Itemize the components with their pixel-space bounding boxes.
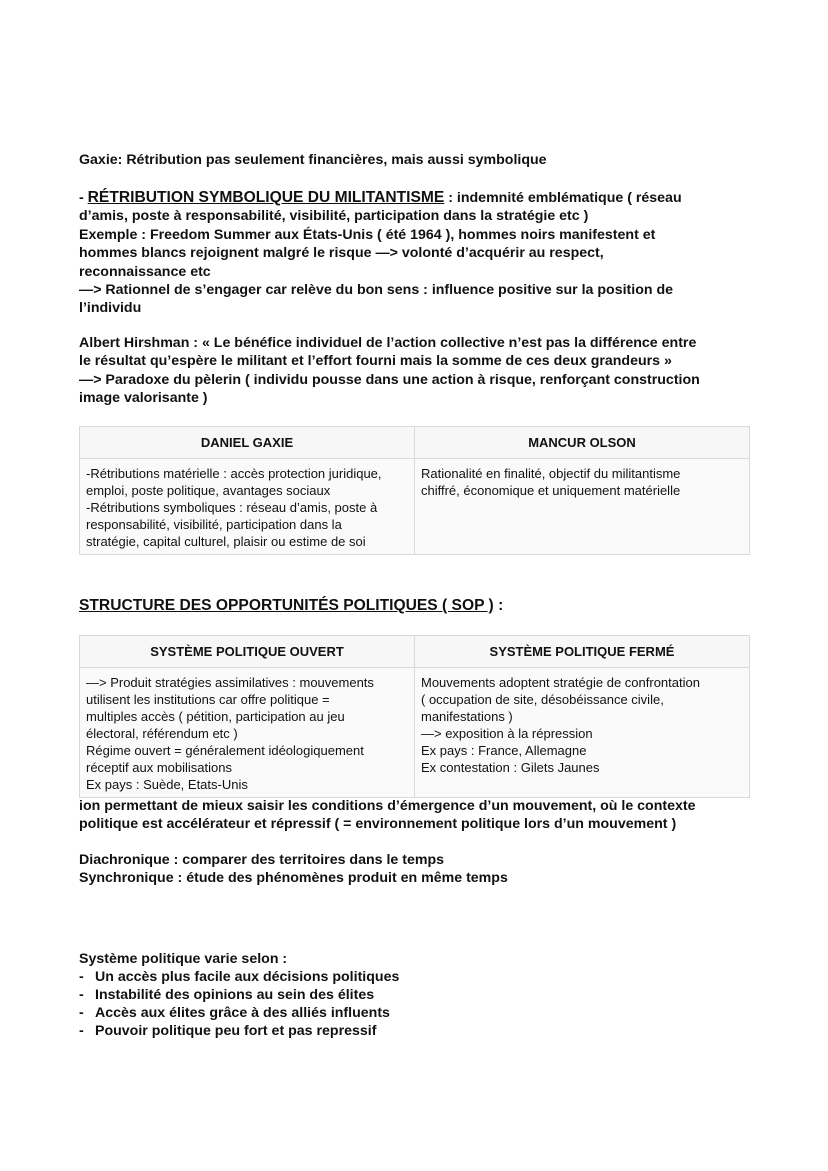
retribution-line-6: l’individu — [79, 300, 142, 317]
retribution-line-3: hommes blancs rejoignent malgré le risque —> volonté d’acquérir au respect, — [79, 245, 604, 262]
table2-header-ouvert: SYSTÈME POLITIQUE OUVERT — [80, 636, 415, 668]
table1-header-gaxie: DANIEL GAXIE — [80, 427, 415, 459]
definition-line-1: politique est accélérateur et répressif ( = environnement politique lors d’un mouvement ) — [79, 816, 677, 833]
retribution-heading: RÉTRIBUTION SYMBOLIQUE DU MILITANTISME — [87, 189, 445, 206]
sop-table — [79, 635, 750, 798]
table1-header-olson: MANCUR OLSON — [415, 427, 750, 459]
retribution-line-4: reconnaissance etc — [79, 263, 211, 280]
table1-cell-gaxie: -Rétributions matérielle : accès protection juridique, emploi, poste politique, avantages sociaux -Rétributions symboliques : réseau d’amis, poste à responsabilité, visibilité, participation dans la stratégie, capital culturel, plaisir ou estime de soi — [80, 459, 415, 555]
table1-cell-olson: Rationalité en finalité, objectif du militantisme chiffré, économique et uniquement matérielle — [415, 459, 750, 555]
definition-line-0: ion permettant de mieux saisir les conditions d’émergence d’un mouvement, où le contexte — [79, 798, 696, 814]
list-item: - Instabilité des opinions au sein des élites — [79, 986, 399, 1004]
retribution-line-2: Exemple : Freedom Summer aux États-Unis ( été 1964 ), hommes noirs manifestent et — [79, 226, 656, 243]
list-item: - Accès aux élites grâce à des alliés influents — [79, 1004, 399, 1022]
systeme-list — [79, 968, 399, 1040]
sop-title-text: STRUCTURE DES OPPORTUNITÉS POLITIQUES ( SOP ) — [79, 597, 494, 614]
retribution-line-1: d’amis, poste à responsabilité, visibilité, participation dans la stratégie etc ) — [79, 208, 589, 225]
table2-header-ferme: SYSTÈME POLITIQUE FERMÉ — [415, 636, 750, 668]
retribution-section — [79, 189, 750, 318]
hirshman-line-3: image valorisante ) — [79, 390, 208, 407]
intro-line: Gaxie: Rétribution pas seulement financières, mais aussi symbolique — [79, 152, 547, 168]
list-item: - Pouvoir politique peu fort et pas repressif — [79, 1022, 399, 1040]
hirshman-line-1: le résultat qu’espère le militant et l’effort fourni mais la somme de ces deux grandeurs » — [79, 353, 672, 370]
systeme-title: Système politique varie selon : — [79, 951, 288, 967]
diachronique-line: Diachronique : comparer des territoires dans le temps — [79, 852, 445, 868]
retribution-line-0: : indemnité emblématique ( réseau — [444, 190, 682, 206]
synchronique-line: Synchronique : étude des phénomènes produit en même temps — [79, 870, 508, 887]
definition-section — [79, 797, 750, 834]
retribution-line-5: —> Rationnel de s’engager car relève du bon sens : influence positive sur la position de — [79, 282, 674, 299]
sop-title: STRUCTURE DES OPPORTUNITÉS POLITIQUES ( SOP ) : — [79, 597, 504, 614]
table2-cell-ouvert: —> Produit stratégies assimilatives : mouvements utilisent les institutions car offre politique = multiples accès ( pétition, participation au jeu électoral, référendum etc ) Régime ouvert = généralement idéologiquement réceptif aux mobilisations Ex pays : Suède, Etats-Unis — [80, 668, 415, 798]
gaxie-olson-table — [79, 426, 750, 555]
table2-cell-ferme: Mouvements adoptent stratégie de confrontation ( occupation de site, désobéissance civile, manifestations ) —> exposition à la répression Ex pays : France, Allemagne Ex contestation : Gilets Jaunes — [415, 668, 750, 798]
hirshman-line-2: —> Paradoxe du pèlerin ( individu pousse dans une action à risque, renforçant construction — [79, 371, 700, 388]
list-item: - Un accès plus facile aux décisions politiques — [79, 968, 399, 986]
hirshman-section — [79, 334, 750, 408]
retribution-prefix: - — [79, 190, 88, 206]
hirshman-line-0: Albert Hirshman : « Le bénéfice individuel de l’action collective n’est pas la différence entre — [79, 335, 697, 351]
chrono-section — [79, 851, 750, 888]
